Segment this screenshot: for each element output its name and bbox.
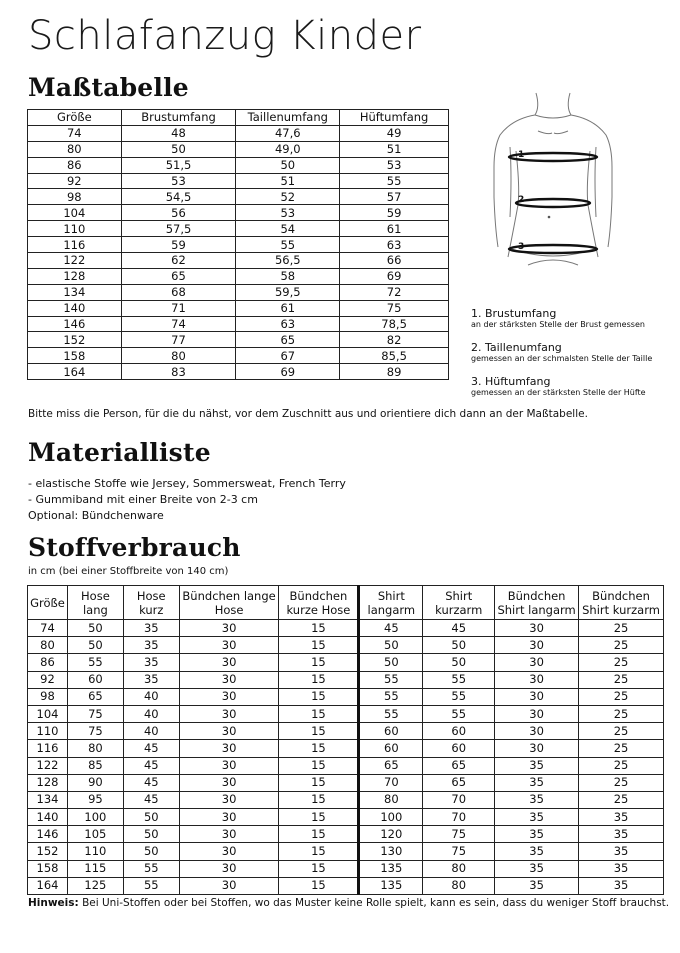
fabric-table-cell: 15 bbox=[279, 791, 359, 808]
size-table-row bbox=[28, 125, 449, 141]
fabric-table-cell: 30 bbox=[179, 740, 279, 757]
fabric-header-cell: Bündchen Shirt langarm bbox=[495, 586, 579, 620]
size-table-cell: 152 bbox=[28, 332, 122, 348]
legend-chest bbox=[471, 307, 645, 330]
fabric-table-cell: 75 bbox=[67, 723, 123, 740]
fabric-table-cell: 45 bbox=[359, 620, 423, 637]
size-table-cell: 83 bbox=[121, 364, 236, 380]
fabric-table-cell: 35 bbox=[495, 860, 579, 877]
fabric-table-cell: 134 bbox=[28, 791, 68, 808]
size-table-row bbox=[28, 141, 449, 157]
fabric-table bbox=[27, 585, 664, 895]
size-table-cell: 62 bbox=[121, 253, 236, 269]
size-table-cell: 53 bbox=[236, 205, 340, 221]
fabric-table-cell: 30 bbox=[179, 688, 279, 705]
size-table-cell: 59 bbox=[121, 237, 236, 253]
fabric-table-cell: 80 bbox=[67, 740, 123, 757]
legend-waist bbox=[471, 341, 652, 364]
fabric-table-cell: 30 bbox=[179, 620, 279, 637]
size-table-row bbox=[28, 205, 449, 221]
fabric-table-cell: 90 bbox=[67, 774, 123, 791]
fabric-table-row bbox=[28, 791, 664, 808]
size-table-cell: 59,5 bbox=[236, 284, 340, 300]
size-table-cell: 78,5 bbox=[340, 316, 449, 332]
size-table-cell: 50 bbox=[236, 157, 340, 173]
fabric-table-cell: 30 bbox=[495, 688, 579, 705]
fabric-table-row bbox=[28, 705, 664, 722]
fabric-table-cell: 65 bbox=[423, 774, 495, 791]
legend-desc: gemessen an der stärksten Stelle der Hüfte bbox=[471, 388, 646, 397]
fabric-table-cell: 80 bbox=[423, 877, 495, 894]
size-table-row bbox=[28, 237, 449, 253]
fabric-table-cell: 50 bbox=[67, 637, 123, 654]
size-table-cell: 55 bbox=[236, 237, 340, 253]
fabric-table-cell: 15 bbox=[279, 877, 359, 894]
fabric-table-cell: 128 bbox=[28, 774, 68, 791]
fabric-table-cell: 55 bbox=[359, 688, 423, 705]
fabric-table-cell: 30 bbox=[495, 654, 579, 671]
fabric-table-cell: 60 bbox=[359, 723, 423, 740]
size-table-cell: 52 bbox=[236, 189, 340, 205]
page-title: Schlafanzug Kinder bbox=[28, 13, 422, 59]
fabric-table-cell: 25 bbox=[579, 791, 664, 808]
size-table-cell: 74 bbox=[28, 125, 122, 141]
fabric-table-cell: 25 bbox=[579, 774, 664, 791]
fabric-table-cell: 50 bbox=[359, 637, 423, 654]
size-table-cell: 86 bbox=[28, 157, 122, 173]
size-table-cell: 66 bbox=[340, 253, 449, 269]
fabric-table-cell: 116 bbox=[28, 740, 68, 757]
size-table-cell: 58 bbox=[236, 268, 340, 284]
fabric-table-row bbox=[28, 826, 664, 843]
size-table-cell: 49,0 bbox=[236, 141, 340, 157]
fabric-header-cell: Hose kurz bbox=[123, 586, 179, 620]
size-table bbox=[27, 109, 449, 380]
size-table-row bbox=[28, 332, 449, 348]
fabric-table-cell: 55 bbox=[423, 671, 495, 688]
size-table-cell: 65 bbox=[236, 332, 340, 348]
fabric-table-cell: 146 bbox=[28, 826, 68, 843]
fabric-table-cell: 25 bbox=[579, 740, 664, 757]
fabric-table-cell: 35 bbox=[123, 637, 179, 654]
fabric-table-cell: 15 bbox=[279, 671, 359, 688]
fabric-table-cell: 15 bbox=[279, 757, 359, 774]
size-table-cell: 122 bbox=[28, 253, 122, 269]
fabric-table-cell: 30 bbox=[179, 809, 279, 826]
fabric-table-cell: 15 bbox=[279, 637, 359, 654]
material-item: - Gummiband mit einer Breite von 2-3 cm bbox=[28, 493, 258, 506]
fabric-table-cell: 60 bbox=[423, 740, 495, 757]
fabric-table-header-row bbox=[28, 586, 664, 620]
size-table-cell: 63 bbox=[236, 316, 340, 332]
fabric-table-cell: 75 bbox=[423, 826, 495, 843]
fabric-table-cell: 35 bbox=[123, 654, 179, 671]
fabric-table-cell: 30 bbox=[179, 877, 279, 894]
size-table-cell: 56,5 bbox=[236, 253, 340, 269]
fabric-table-cell: 25 bbox=[579, 757, 664, 774]
fabric-table-cell: 65 bbox=[423, 757, 495, 774]
fabric-table-cell: 55 bbox=[123, 860, 179, 877]
size-table-cell: 51,5 bbox=[121, 157, 236, 173]
fabric-table-cell: 25 bbox=[579, 671, 664, 688]
fabric-table-cell: 15 bbox=[279, 860, 359, 877]
fabric-table-cell: 30 bbox=[495, 705, 579, 722]
fabric-table-cell: 35 bbox=[495, 757, 579, 774]
size-table-cell: 47,6 bbox=[236, 125, 340, 141]
fabric-table-cell: 35 bbox=[495, 809, 579, 826]
fabric-table-cell: 35 bbox=[495, 877, 579, 894]
fabric-table-cell: 35 bbox=[495, 791, 579, 808]
fabric-table-cell: 55 bbox=[359, 705, 423, 722]
navel-marker bbox=[548, 216, 551, 219]
size-header-cell: Hüftumfang bbox=[340, 110, 449, 126]
size-table-cell: 53 bbox=[121, 173, 236, 189]
legend-title: 1. Brustumfang bbox=[471, 307, 557, 320]
size-table-cell: 98 bbox=[28, 189, 122, 205]
fabric-table-cell: 65 bbox=[67, 688, 123, 705]
fabric-table-cell: 25 bbox=[579, 620, 664, 637]
fabric-table-cell: 30 bbox=[179, 757, 279, 774]
fabric-header-cell: Größe bbox=[28, 586, 68, 620]
size-table-cell: 71 bbox=[121, 300, 236, 316]
fabric-table-cell: 55 bbox=[423, 688, 495, 705]
fabric-table-cell: 30 bbox=[495, 740, 579, 757]
fabric-table-cell: 158 bbox=[28, 860, 68, 877]
fabric-table-cell: 45 bbox=[123, 757, 179, 774]
size-table-row bbox=[28, 189, 449, 205]
size-table-cell: 92 bbox=[28, 173, 122, 189]
size-table-cell: 80 bbox=[28, 141, 122, 157]
fabric-table-cell: 105 bbox=[67, 826, 123, 843]
fabric-table-row bbox=[28, 740, 664, 757]
fabric-table-cell: 125 bbox=[67, 877, 123, 894]
fabric-table-cell: 40 bbox=[123, 688, 179, 705]
fabric-table-cell: 98 bbox=[28, 688, 68, 705]
fabric-table-cell: 45 bbox=[123, 740, 179, 757]
size-table-cell: 61 bbox=[340, 221, 449, 237]
fabric-table-cell: 75 bbox=[67, 705, 123, 722]
fabric-table-cell: 60 bbox=[67, 671, 123, 688]
fabric-table-row bbox=[28, 723, 664, 740]
fabric-table-cell: 140 bbox=[28, 809, 68, 826]
fabric-table-cell: 35 bbox=[579, 809, 664, 826]
size-table-cell: 55 bbox=[340, 173, 449, 189]
fabric-table-cell: 164 bbox=[28, 877, 68, 894]
hint-text: Bei Uni-Stoffen oder bei Stoffen, wo das Muster keine Rolle spielt, kann es sein, dass du weniger Stoff brauchst. bbox=[78, 897, 670, 909]
fabric-table-cell: 70 bbox=[423, 791, 495, 808]
size-table-cell: 116 bbox=[28, 237, 122, 253]
fabric-table-cell: 30 bbox=[179, 774, 279, 791]
fabric-table-cell: 80 bbox=[28, 637, 68, 654]
fabric-table-cell: 30 bbox=[495, 637, 579, 654]
size-table-cell: 65 bbox=[121, 268, 236, 284]
size-table-cell: 140 bbox=[28, 300, 122, 316]
fabric-table-row bbox=[28, 620, 664, 637]
fabric-table-cell: 25 bbox=[579, 705, 664, 722]
fabric-table-cell: 85 bbox=[67, 757, 123, 774]
fabric-table-cell: 135 bbox=[359, 860, 423, 877]
size-table-cell: 61 bbox=[236, 300, 340, 316]
size-table-cell: 68 bbox=[121, 284, 236, 300]
fabric-table-cell: 55 bbox=[359, 671, 423, 688]
fabric-table-cell: 60 bbox=[359, 740, 423, 757]
fabric-table-cell: 110 bbox=[67, 843, 123, 860]
fabric-table-cell: 40 bbox=[123, 723, 179, 740]
fabric-table-cell: 15 bbox=[279, 620, 359, 637]
size-table-cell: 53 bbox=[340, 157, 449, 173]
fabric-table-cell: 86 bbox=[28, 654, 68, 671]
fabric-table-row bbox=[28, 774, 664, 791]
material-item: Optional: Bündchenware bbox=[28, 509, 164, 522]
fabric-table-cell: 30 bbox=[179, 654, 279, 671]
fabric-table-cell: 30 bbox=[495, 723, 579, 740]
fabric-table-cell: 25 bbox=[579, 654, 664, 671]
size-table-cell: 104 bbox=[28, 205, 122, 221]
fabric-table-cell: 135 bbox=[359, 877, 423, 894]
hip-marker-number: 3 bbox=[518, 242, 525, 252]
fabric-table-cell: 30 bbox=[179, 705, 279, 722]
size-table-cell: 57,5 bbox=[121, 221, 236, 237]
fabric-table-cell: 15 bbox=[279, 774, 359, 791]
fabric-table-cell: 25 bbox=[579, 637, 664, 654]
fabric-table-cell: 25 bbox=[579, 723, 664, 740]
fabric-table-cell: 35 bbox=[495, 826, 579, 843]
fabric-table-cell: 50 bbox=[423, 637, 495, 654]
fabric-table-cell: 15 bbox=[279, 843, 359, 860]
material-list bbox=[28, 476, 346, 524]
size-header-cell: Taillenumfang bbox=[236, 110, 340, 126]
size-table-cell: 54 bbox=[236, 221, 340, 237]
size-table-cell: 82 bbox=[340, 332, 449, 348]
fabric-heading: Stoffverbrauch bbox=[28, 533, 241, 562]
fabric-table-row bbox=[28, 637, 664, 654]
fabric-table-cell: 45 bbox=[123, 791, 179, 808]
fabric-table-cell: 60 bbox=[423, 723, 495, 740]
size-table-cell: 72 bbox=[340, 284, 449, 300]
fabric-table-cell: 30 bbox=[179, 843, 279, 860]
fabric-subtitle: in cm (bei einer Stoffbreite von 140 cm) bbox=[28, 566, 229, 577]
size-table-cell: 164 bbox=[28, 364, 122, 380]
fabric-table-row bbox=[28, 654, 664, 671]
size-table-cell: 89 bbox=[340, 364, 449, 380]
fabric-table-cell: 30 bbox=[179, 826, 279, 843]
size-table-cell: 158 bbox=[28, 348, 122, 364]
size-table-cell: 51 bbox=[340, 141, 449, 157]
chest-marker-number: 1 bbox=[518, 150, 525, 160]
size-table-row bbox=[28, 253, 449, 269]
fabric-table-cell: 15 bbox=[279, 688, 359, 705]
fabric-table-cell: 65 bbox=[359, 757, 423, 774]
size-header-cell: Brustumfang bbox=[121, 110, 236, 126]
fabric-table-cell: 100 bbox=[67, 809, 123, 826]
fabric-table-cell: 50 bbox=[423, 654, 495, 671]
fabric-table-cell: 95 bbox=[67, 791, 123, 808]
fabric-table-row bbox=[28, 757, 664, 774]
size-table-cell: 128 bbox=[28, 268, 122, 284]
fabric-table-cell: 75 bbox=[423, 843, 495, 860]
fabric-table-cell: 25 bbox=[579, 688, 664, 705]
fabric-table-cell: 50 bbox=[67, 620, 123, 637]
size-table-cell: 69 bbox=[236, 364, 340, 380]
size-table-row bbox=[28, 284, 449, 300]
size-table-cell: 49 bbox=[340, 125, 449, 141]
hint-label: Hinweis: bbox=[28, 897, 79, 909]
fabric-table-cell: 55 bbox=[123, 877, 179, 894]
fabric-table-cell: 15 bbox=[279, 723, 359, 740]
fabric-table-cell: 70 bbox=[359, 774, 423, 791]
size-table-header-row bbox=[28, 110, 449, 126]
fabric-table-cell: 35 bbox=[123, 620, 179, 637]
fabric-table-cell: 35 bbox=[495, 843, 579, 860]
size-table-cell: 75 bbox=[340, 300, 449, 316]
size-table-cell: 51 bbox=[236, 173, 340, 189]
material-item: - elastische Stoffe wie Jersey, Sommersweat, French Terry bbox=[28, 477, 346, 490]
fabric-table-cell: 15 bbox=[279, 705, 359, 722]
fabric-table-cell: 45 bbox=[423, 620, 495, 637]
legend-desc: an der stärksten Stelle der Brust gemessen bbox=[471, 320, 645, 329]
size-table-row bbox=[28, 221, 449, 237]
fabric-table-cell: 50 bbox=[123, 809, 179, 826]
fabric-table-cell: 100 bbox=[359, 809, 423, 826]
fabric-header-cell: Shirt langarm bbox=[359, 586, 423, 620]
size-table-cell: 59 bbox=[340, 205, 449, 221]
fabric-table-cell: 15 bbox=[279, 740, 359, 757]
fabric-table-cell: 35 bbox=[495, 774, 579, 791]
fabric-table-cell: 30 bbox=[495, 671, 579, 688]
fabric-table-cell: 92 bbox=[28, 671, 68, 688]
fabric-table-cell: 80 bbox=[359, 791, 423, 808]
size-table-cell: 146 bbox=[28, 316, 122, 332]
fabric-table-cell: 30 bbox=[179, 637, 279, 654]
fabric-table-cell: 70 bbox=[423, 809, 495, 826]
size-table-row bbox=[28, 364, 449, 380]
fabric-table-cell: 74 bbox=[28, 620, 68, 637]
size-table-row bbox=[28, 300, 449, 316]
fabric-table-cell: 30 bbox=[179, 860, 279, 877]
fabric-table-cell: 35 bbox=[123, 671, 179, 688]
fabric-table-cell: 110 bbox=[28, 723, 68, 740]
size-table-cell: 80 bbox=[121, 348, 236, 364]
fabric-table-cell: 40 bbox=[123, 705, 179, 722]
fabric-table-cell: 45 bbox=[123, 774, 179, 791]
fabric-table-cell: 80 bbox=[423, 860, 495, 877]
fabric-header-cell: Shirt kurzarm bbox=[423, 586, 495, 620]
body-measurement-figure bbox=[488, 87, 618, 277]
fabric-table-row bbox=[28, 843, 664, 860]
fabric-table-cell: 15 bbox=[279, 654, 359, 671]
size-table-cell: 77 bbox=[121, 332, 236, 348]
fabric-table-cell: 55 bbox=[67, 654, 123, 671]
waist-marker-number: 2 bbox=[518, 195, 525, 205]
legend-title: 2. Taillenumfang bbox=[471, 341, 562, 354]
fabric-table-cell: 30 bbox=[495, 620, 579, 637]
fabric-table-cell: 122 bbox=[28, 757, 68, 774]
size-header-cell: Größe bbox=[28, 110, 122, 126]
material-heading: Materialliste bbox=[28, 438, 211, 467]
fabric-table-cell: 15 bbox=[279, 809, 359, 826]
size-table-cell: 57 bbox=[340, 189, 449, 205]
fabric-table-row bbox=[28, 688, 664, 705]
fabric-header-cell: Bündchen Shirt kurzarm bbox=[579, 586, 664, 620]
fabric-table-row bbox=[28, 860, 664, 877]
size-table-row bbox=[28, 173, 449, 189]
fabric-table-cell: 130 bbox=[359, 843, 423, 860]
size-table-row bbox=[28, 316, 449, 332]
fabric-table-cell: 35 bbox=[579, 826, 664, 843]
fabric-table-row bbox=[28, 809, 664, 826]
size-table-cell: 48 bbox=[121, 125, 236, 141]
fabric-header-cell: Bündchen lange Hose bbox=[179, 586, 279, 620]
fabric-table-cell: 15 bbox=[279, 826, 359, 843]
fabric-table-row bbox=[28, 671, 664, 688]
size-table-row bbox=[28, 348, 449, 364]
size-table-cell: 74 bbox=[121, 316, 236, 332]
legend-title: 3. Hüftumfang bbox=[471, 375, 551, 388]
size-table-cell: 110 bbox=[28, 221, 122, 237]
size-table-row bbox=[28, 268, 449, 284]
size-table-cell: 56 bbox=[121, 205, 236, 221]
fabric-table-cell: 50 bbox=[359, 654, 423, 671]
fabric-table-cell: 35 bbox=[579, 860, 664, 877]
fabric-table-cell: 55 bbox=[423, 705, 495, 722]
fabric-header-cell: Hose lang bbox=[67, 586, 123, 620]
fabric-table-cell: 35 bbox=[579, 843, 664, 860]
fabric-table-cell: 104 bbox=[28, 705, 68, 722]
size-table-cell: 63 bbox=[340, 237, 449, 253]
size-table-cell: 85,5 bbox=[340, 348, 449, 364]
fabric-header-cell: Bündchen kurze Hose bbox=[279, 586, 359, 620]
fabric-table-cell: 50 bbox=[123, 826, 179, 843]
fabric-table-cell: 30 bbox=[179, 791, 279, 808]
size-table-heading: Maßtabelle bbox=[28, 73, 189, 102]
measurement-note: Bitte miss die Person, für die du nähst, vor dem Zuschnitt aus und orientiere dich dann an der Maßtabelle. bbox=[28, 408, 588, 420]
fabric-table-cell: 152 bbox=[28, 843, 68, 860]
size-table-cell: 69 bbox=[340, 268, 449, 284]
size-table-row bbox=[28, 157, 449, 173]
fabric-table-cell: 115 bbox=[67, 860, 123, 877]
fabric-table-cell: 120 bbox=[359, 826, 423, 843]
legend-hip bbox=[471, 375, 646, 398]
fabric-table-cell: 30 bbox=[179, 671, 279, 688]
size-table-cell: 50 bbox=[121, 141, 236, 157]
legend-desc: gemessen an der schmalsten Stelle der Taille bbox=[471, 354, 653, 363]
fabric-table-cell: 35 bbox=[579, 877, 664, 894]
fabric-table-cell: 30 bbox=[179, 723, 279, 740]
hint-note bbox=[28, 897, 669, 909]
fabric-table-cell: 50 bbox=[123, 843, 179, 860]
fabric-table-row bbox=[28, 877, 664, 894]
size-table-cell: 67 bbox=[236, 348, 340, 364]
size-table-cell: 54,5 bbox=[121, 189, 236, 205]
size-table-cell: 134 bbox=[28, 284, 122, 300]
